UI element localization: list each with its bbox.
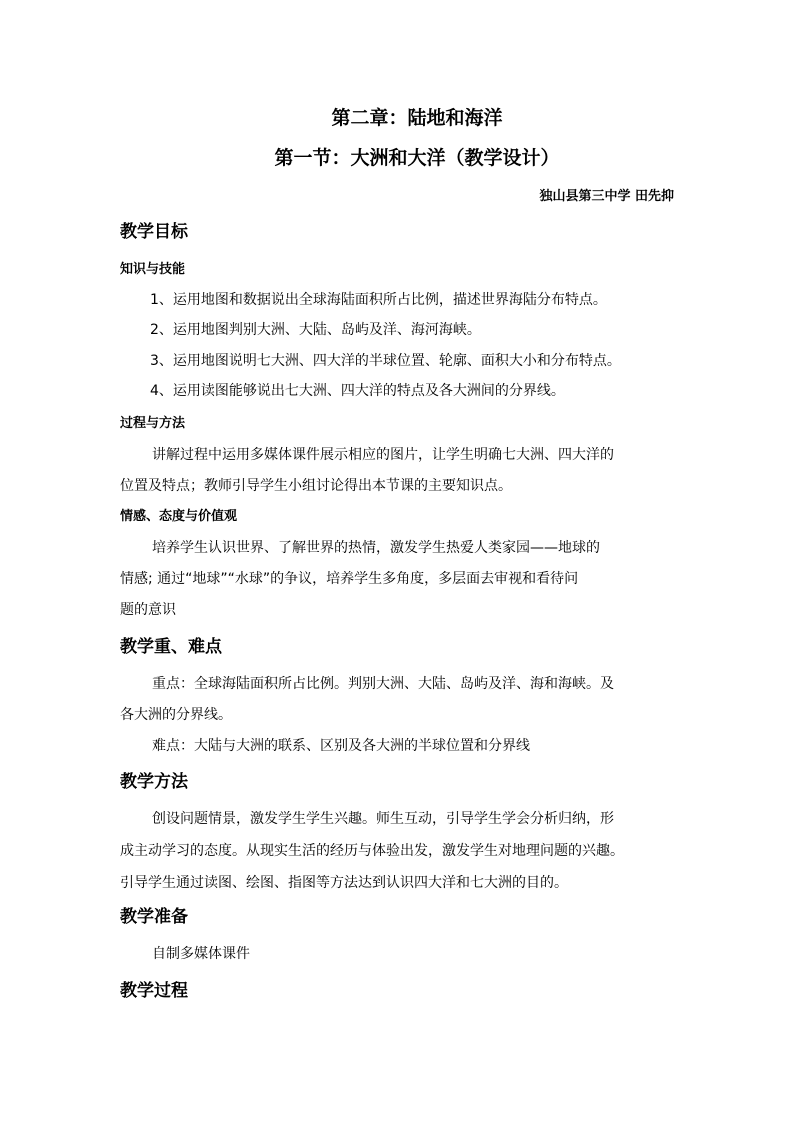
process-method-heading: 过程与方法: [120, 416, 186, 431]
process-method-text: 讲解过程中运用多媒体课件展示相应的图片，让学生明确七大洲、四大洋的: [152, 447, 614, 463]
emotion-attitude-text: 情感; 通过“地球”“水球”的争议，培养学生多角度，多层面去审视和看待问: [120, 571, 579, 587]
emotion-attitude-text: 培养学生认识世界、了解世界的热情，激发学生热爱人类家园——地球的: [152, 540, 600, 556]
section-title: 第一节：大洲和大洋（教学设计）: [274, 147, 560, 169]
methods-text: 成主动学习的态度。从现实生活的经历与体验出发，激发学生对地理问题的兴趣。: [120, 843, 624, 859]
key-points-text: 重点：全球海陆面积所占比例。判别大洲、大陆、岛屿及洋、海和海峡。及: [152, 676, 614, 692]
difficulty-text: 难点：大陆与大洲的联系、区别及各大洲的半球位置和分界线: [152, 738, 530, 754]
teaching-process-heading: 教学过程: [120, 981, 188, 1001]
preparation-heading: 教学准备: [120, 907, 188, 927]
emotion-attitude-text: 题的意识: [120, 602, 176, 618]
objectives-heading: 教学目标: [120, 222, 188, 242]
methods-heading: 教学方法: [120, 772, 188, 792]
knowledge-item: 2、运用地图判别大洲、大陆、岛屿及洋、海河海峡。: [150, 322, 481, 338]
key-points-text: 各大洲的分界线。: [120, 707, 232, 723]
knowledge-skills-heading: 知识与技能: [120, 262, 186, 277]
key-points-heading: 教学重、难点: [120, 637, 222, 657]
process-method-text: 位置及特点；教师引导学生小组讨论得出本节课的主要知识点。: [120, 478, 512, 494]
methods-text: 引导学生通过读图、绘图、指图等方法达到认识四大洋和七大洲的目的。: [120, 875, 568, 891]
knowledge-item: 4、运用读图能够说出七大洲、四大洋的特点及各大洲间的分界线。: [150, 383, 565, 399]
preparation-text: 自制多媒体课件: [152, 946, 250, 962]
chapter-title: 第二章：陆地和海洋: [331, 107, 503, 129]
knowledge-item: 1、运用地图和数据说出全球海陆面积所占比例，描述世界海陆分布特点。: [150, 292, 607, 308]
author-line: 独山县第三中学 田先抑: [539, 189, 674, 204]
emotion-attitude-heading: 情感、态度与价值观: [120, 509, 238, 524]
knowledge-item: 3、运用地图说明七大洲、四大洋的半球位置、轮廓、面积大小和分布特点。: [150, 353, 621, 369]
methods-text: 创设问题情景，激发学生学生兴趣。师生互动，引导学生学会分析归纳，形: [152, 811, 614, 827]
